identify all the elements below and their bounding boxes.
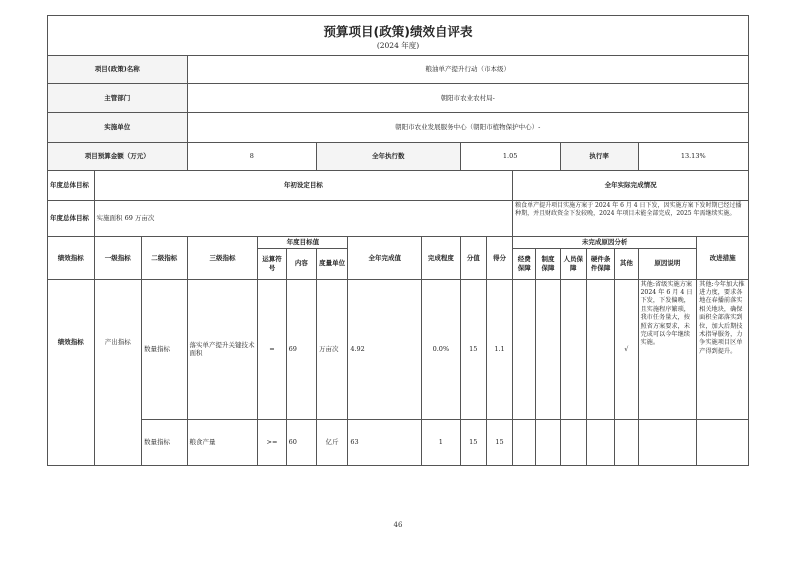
col-target-group: 年度目标值 (258, 237, 348, 249)
table-row (48, 279, 749, 419)
col-content: 内容 (286, 248, 316, 279)
col-op: 运算符号 (258, 248, 286, 279)
col-got: 得分 (486, 237, 512, 280)
page-title: 预算项目(政策)绩效自评表 (323, 24, 473, 39)
row-improve: 其他:今年加大推进力度，要求各地在春播前落实相关地块，确保面积全部落实到位，加大后期技术指导服务，力争实施项目区单产得到提升。 (697, 279, 749, 419)
row-actual: 4.92 (348, 279, 422, 419)
row2-actual: 63 (348, 419, 422, 465)
actual-goal-text: 粮食单产提升项目实施方案于 2024 年 6 月 4 日下发，因实施方案下发时期已经过播种期，并且财政资金下发较晚，2024 年项目未能全部完成，2025 年需继续实施。 (513, 201, 749, 237)
row2-op: >= (258, 419, 286, 465)
row-degree: 0.0% (422, 279, 460, 419)
row2-unit: 亿斤 (316, 419, 347, 465)
row-content: 69 (286, 279, 316, 419)
evaluation-table (47, 15, 749, 466)
col-degree: 完成程度 (422, 237, 460, 280)
row-other: √ (615, 279, 638, 419)
row2-content: 60 (286, 419, 316, 465)
goals-label: 年度总体目标 (48, 171, 95, 201)
col-perf: 绩效指标 (48, 237, 95, 280)
project-name-value: 粮油单产提升行动（市本级） (187, 56, 748, 84)
col-econ: 经费保障 (513, 248, 536, 279)
row2-score: 15 (460, 419, 486, 465)
row-reason: 其他:省级实施方案 2024 年 6 月 4 日下发，下发偏晚，且实施程序繁琐，我市任务量大，按照省方案要求，未完成可以今年继续实施。 (638, 279, 697, 419)
row2-reason (638, 419, 697, 465)
budget-value: 8 (187, 143, 316, 171)
col-level1: 一级指标 (94, 237, 142, 280)
row2-improve (697, 419, 749, 465)
row-level3: 落实单产提升关键技术面积 (187, 279, 258, 419)
col-level3: 三级指标 (187, 237, 258, 280)
page-number: 46 (393, 521, 403, 529)
row2-econ (513, 419, 536, 465)
plan-goal-header: 年初设定目标 (94, 171, 513, 201)
row-perf: 绩效指标 (48, 279, 95, 465)
evaluation-form (47, 15, 749, 466)
row2-level2: 数量指标 (142, 419, 188, 465)
page-year: (2024 年度) (376, 40, 420, 50)
row-level1: 产出指标 (94, 279, 142, 465)
row-score: 15 (460, 279, 486, 419)
col-staff: 人员保障 (560, 248, 586, 279)
col-actual: 全年完成值 (348, 237, 422, 280)
row-got: 1.1 (486, 279, 512, 419)
row-level2: 数量指标 (142, 279, 188, 419)
row-unit: 万亩次 (316, 279, 347, 419)
project-name-label: 项目(政策)名称 (48, 56, 188, 84)
exec-label: 全年执行数 (316, 143, 460, 171)
row2-other (615, 419, 638, 465)
dept-label: 主管部门 (48, 84, 188, 113)
title-cell (48, 16, 749, 56)
row-system (536, 279, 560, 419)
table-row (48, 419, 749, 465)
row2-hardware (586, 419, 614, 465)
budget-label: 项目预算金额（万元） (48, 143, 188, 171)
col-improve: 改进措施 (697, 237, 749, 280)
dept-value: 朝阳市农业农村局- (187, 84, 748, 113)
row-op: = (258, 279, 286, 419)
row2-staff (560, 419, 586, 465)
col-level2: 二级指标 (142, 237, 188, 280)
col-unit: 度量单位 (316, 248, 347, 279)
row-staff (560, 279, 586, 419)
col-reason: 原因说明 (638, 248, 697, 279)
col-score: 分值 (460, 237, 486, 280)
unit-value: 朝阳市农业发展服务中心（朝阳市植物保护中心）- (187, 113, 748, 143)
actual-goal-header: 全年实际完成情况 (513, 171, 749, 201)
row2-got: 15 (486, 419, 512, 465)
row2-level3: 粮食产量 (187, 419, 258, 465)
rate-label: 执行率 (560, 143, 638, 171)
exec-value: 1.05 (460, 143, 560, 171)
row-hardware (586, 279, 614, 419)
col-reason-group: 未完成原因分析 (513, 237, 697, 249)
row2-system (536, 419, 560, 465)
rate-value: 13.13% (638, 143, 749, 171)
goals-label-2: 年度总体目标 (48, 201, 95, 237)
plan-goal-text: 实施面积 69 万亩次 (94, 201, 513, 237)
col-other: 其他 (615, 248, 638, 279)
col-system: 制度保障 (536, 248, 560, 279)
row-econ (513, 279, 536, 419)
col-hardware: 硬件条件保障 (586, 248, 614, 279)
unit-label: 实施单位 (48, 113, 188, 143)
row2-degree: 1 (422, 419, 460, 465)
